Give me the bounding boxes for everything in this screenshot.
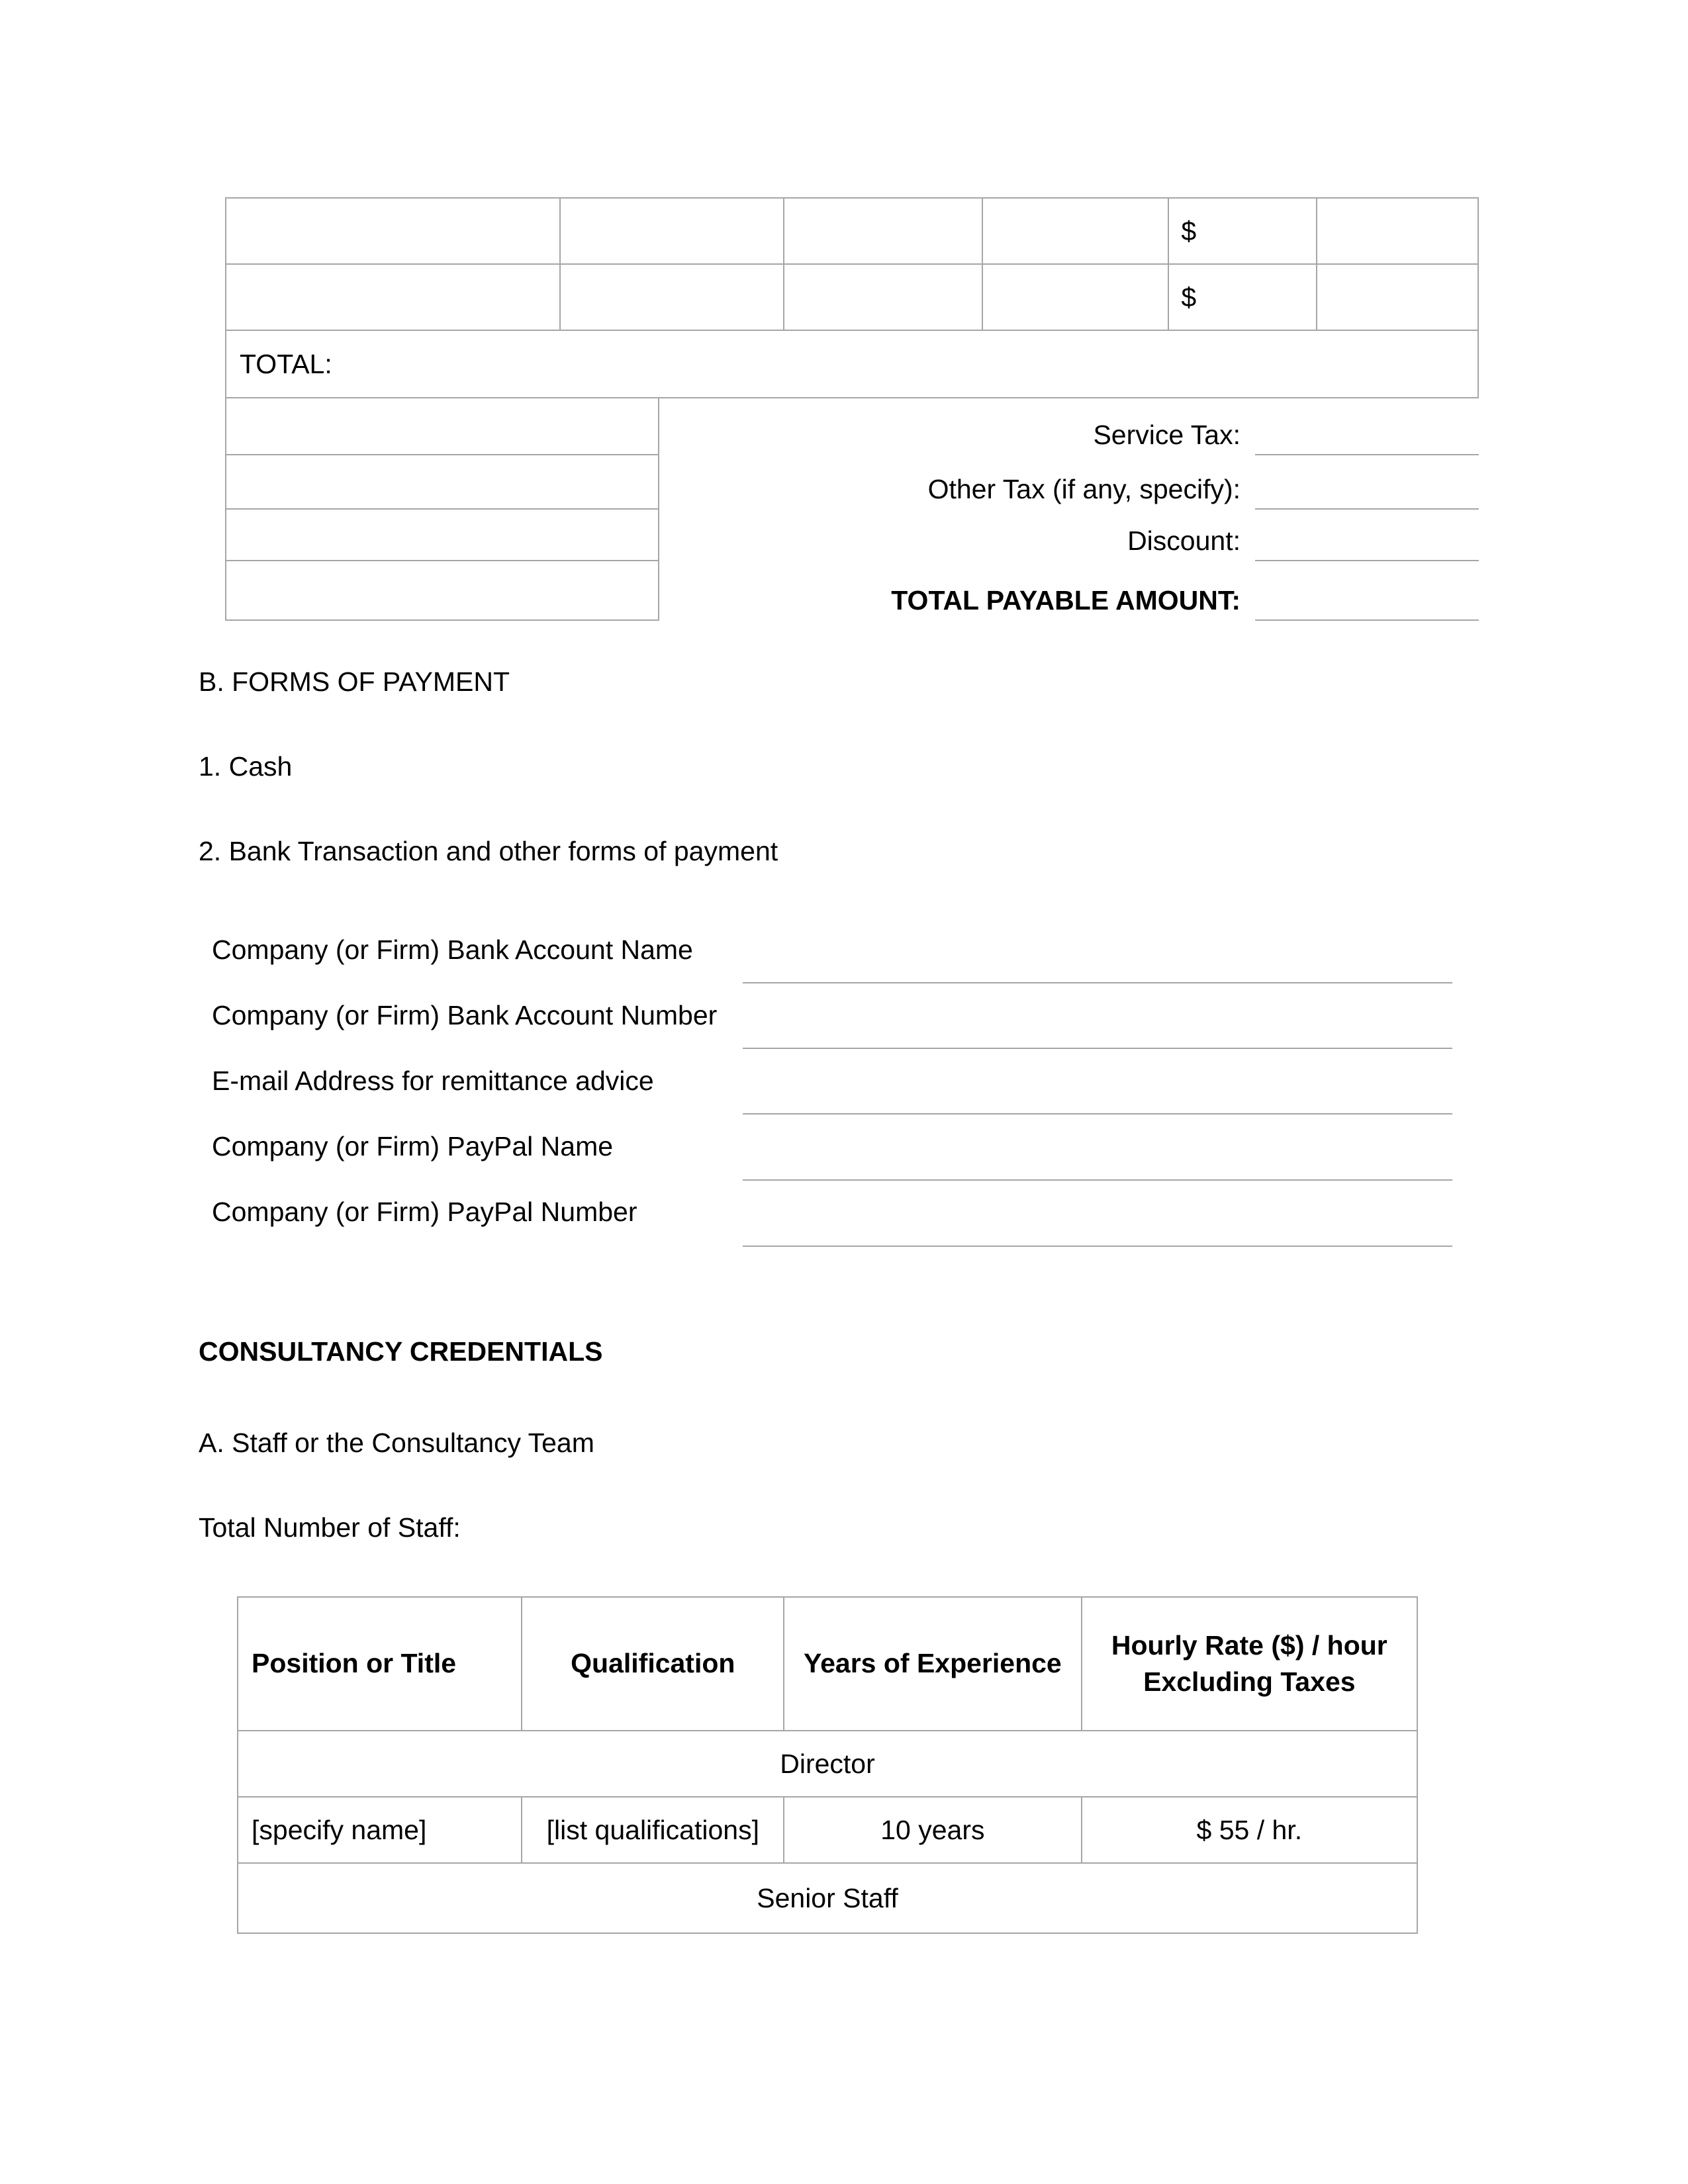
cost-row xyxy=(226,198,1478,264)
cost-cell[interactable] xyxy=(784,198,982,264)
bank-account-name-label: Company (or Firm) Bank Account Name xyxy=(212,934,693,965)
header-position: Position or Title xyxy=(238,1597,522,1731)
cost-cell[interactable] xyxy=(560,198,784,264)
cost-table xyxy=(225,197,1479,398)
header-hourly-rate-line1: Hourly Rate ($) / hour xyxy=(1111,1629,1387,1661)
payment-option-bank: 2. Bank Transaction and other forms of payment xyxy=(199,836,778,866)
section-row xyxy=(238,1731,1417,1797)
cost-cell[interactable] xyxy=(1317,264,1478,330)
header-hourly-rate-line2: Excluding Taxes xyxy=(1143,1666,1356,1697)
amount-cell[interactable]: $ xyxy=(1168,264,1317,330)
service-tax-field[interactable] xyxy=(1255,454,1479,455)
discount-field[interactable] xyxy=(1255,560,1479,561)
bank-account-name-field[interactable] xyxy=(743,982,1452,983)
header-qualification: Qualification xyxy=(522,1597,784,1731)
email-remittance-label: E-mail Address for remittance advice xyxy=(212,1066,654,1096)
payment-option-cash: 1. Cash xyxy=(199,751,293,782)
credentials-heading: CONSULTANCY CREDENTIALS xyxy=(199,1336,603,1367)
paypal-name-field[interactable] xyxy=(743,1179,1452,1181)
cost-cell[interactable] xyxy=(226,264,560,330)
total-row xyxy=(226,330,1478,398)
bank-account-number-field[interactable] xyxy=(743,1048,1452,1049)
experience-cell[interactable]: 10 years xyxy=(784,1797,1082,1863)
section-senior-staff: Senior Staff xyxy=(238,1863,1417,1933)
section-row xyxy=(238,1863,1417,1933)
paypal-number-field[interactable] xyxy=(743,1246,1452,1247)
left-box[interactable] xyxy=(225,510,659,561)
payment-heading: B. FORMS OF PAYMENT xyxy=(199,666,510,697)
staff-name-cell[interactable]: [specify name] xyxy=(238,1797,522,1863)
cost-cell[interactable] xyxy=(982,198,1169,264)
left-box[interactable] xyxy=(225,455,659,510)
header-experience: Years of Experience xyxy=(784,1597,1082,1731)
total-payable-label: TOTAL PAYABLE AMOUNT: xyxy=(891,585,1241,615)
qualifications-cell[interactable]: [list qualifications] xyxy=(522,1797,784,1863)
email-remittance-field[interactable] xyxy=(743,1113,1452,1115)
header-hourly-rate xyxy=(1082,1597,1417,1731)
amount-cell[interactable]: $ xyxy=(1168,198,1317,264)
paypal-name-label: Company (or Firm) PayPal Name xyxy=(212,1131,614,1161)
cost-row xyxy=(226,264,1478,330)
staff-table xyxy=(237,1596,1418,1934)
staff-table-header xyxy=(238,1597,1417,1731)
cost-cell[interactable] xyxy=(784,264,982,330)
other-tax-label: Other Tax (if any, specify): xyxy=(927,474,1241,504)
paypal-number-label: Company (or Firm) PayPal Number xyxy=(212,1197,637,1227)
service-tax-label: Service Tax: xyxy=(1093,420,1241,450)
total-label: TOTAL: xyxy=(226,330,1478,398)
section-director: Director xyxy=(238,1731,1417,1797)
cost-cell[interactable] xyxy=(226,198,560,264)
rate-cell[interactable]: $ 55 / hr. xyxy=(1082,1797,1417,1863)
cost-cell[interactable] xyxy=(560,264,784,330)
left-box[interactable] xyxy=(225,561,659,621)
total-staff-label: Total Number of Staff: xyxy=(199,1512,461,1543)
bank-account-number-label: Company (or Firm) Bank Account Number xyxy=(212,1000,718,1030)
cost-cell[interactable] xyxy=(982,264,1169,330)
other-tax-field[interactable] xyxy=(1255,508,1479,510)
table-row xyxy=(238,1797,1417,1863)
total-payable-field[interactable] xyxy=(1255,619,1479,621)
discount-label: Discount: xyxy=(1127,525,1241,556)
cost-cell[interactable] xyxy=(1317,198,1478,264)
left-box[interactable] xyxy=(225,397,659,455)
staff-subheading: A. Staff or the Consultancy Team xyxy=(199,1428,594,1458)
